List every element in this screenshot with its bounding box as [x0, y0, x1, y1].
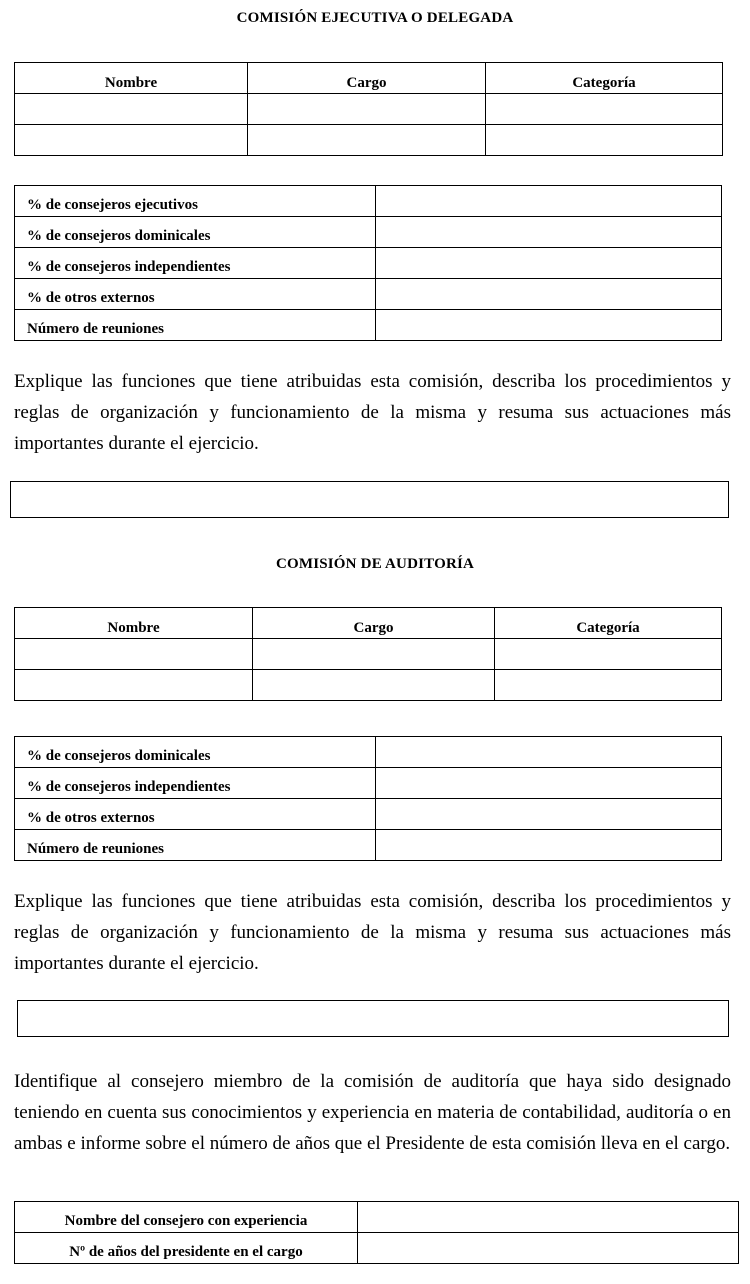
table-row [15, 248, 722, 279]
pct-independientes-value[interactable] [376, 248, 722, 279]
expert-table [14, 1201, 739, 1264]
pct-otros-externos-label: % de otros externos [15, 799, 376, 830]
nombre-cell[interactable] [15, 94, 248, 125]
expert-name-label: Nombre del consejero con experiencia [15, 1202, 358, 1233]
categoria-cell[interactable] [486, 94, 723, 125]
section2-members-table [14, 607, 722, 701]
pct-dominicales-label: % de consejeros dominicales [15, 737, 376, 768]
numero-reuniones-label: Número de reuniones [15, 310, 376, 341]
table-row [15, 125, 723, 156]
table-row [15, 94, 723, 125]
cargo-cell[interactable] [253, 670, 495, 701]
section2-answer-box[interactable] [17, 1000, 729, 1037]
pct-otros-externos-label: % de otros externos [15, 279, 376, 310]
pct-otros-externos-value[interactable] [376, 279, 722, 310]
nombre-cell[interactable] [15, 639, 253, 670]
table-row [15, 279, 722, 310]
section1-answer-box[interactable] [10, 481, 729, 518]
pct-independientes-label: % de consejeros independientes [15, 248, 376, 279]
section1-members-table [14, 62, 723, 156]
column-header-cargo: Cargo [248, 63, 486, 94]
section2-instruction: Explique las funciones que tiene atribuidas esta comisión, describa los procedimientos y reglas de organización y funcionamiento de la misma y resuma sus actuaciones más importantes durante el ejercicio. [14, 891, 731, 974]
pct-dominicales-label: % de consejeros dominicales [15, 217, 376, 248]
table-row [15, 799, 722, 830]
pct-dominicales-value[interactable] [376, 737, 722, 768]
pct-dominicales-value[interactable] [376, 217, 722, 248]
column-header-categoria: Categoría [486, 63, 723, 94]
president-years-value[interactable] [358, 1233, 739, 1264]
section1-title: COMISIÓN EJECUTIVA O DELEGADA [236, 10, 514, 26]
categoria-cell[interactable] [495, 670, 722, 701]
cargo-cell[interactable] [248, 94, 486, 125]
identify-instruction: Identifique al consejero miembro de la comisión de auditoría que haya sido designado teniendo en cuenta sus conocimientos y experiencia en materia de contabilidad, auditoría o en ambas e informe sobre el número de años que el Presidente de esta comisión lleva en el cargo. [14, 1071, 731, 1154]
section2-composition-table [14, 736, 722, 861]
table-row [15, 830, 722, 861]
numero-reuniones-value[interactable] [376, 830, 722, 861]
pct-independientes-value[interactable] [376, 768, 722, 799]
table-row [15, 768, 722, 799]
section1-instruction: Explique las funciones que tiene atribuidas esta comisión, describa los procedimientos y reglas de organización y funcionamiento de la misma y resuma sus actuaciones más importantes durante el ejercicio. [14, 371, 731, 454]
pct-otros-externos-value[interactable] [376, 799, 722, 830]
numero-reuniones-value[interactable] [376, 310, 722, 341]
column-header-nombre: Nombre [15, 608, 253, 639]
cargo-cell[interactable] [253, 639, 495, 670]
table-row [15, 639, 722, 670]
table-row [15, 1202, 739, 1233]
table-row [15, 1233, 739, 1264]
nombre-cell[interactable] [15, 670, 253, 701]
table-row [15, 670, 722, 701]
pct-independientes-label: % de consejeros independientes [15, 768, 376, 799]
table-row [15, 310, 722, 341]
section2-title: COMISIÓN DE AUDITORÍA [275, 556, 475, 572]
table-row [15, 217, 722, 248]
president-years-label: Nº de años del presidente en el cargo [15, 1233, 358, 1264]
column-header-cargo: Cargo [253, 608, 495, 639]
nombre-cell[interactable] [15, 125, 248, 156]
cargo-cell[interactable] [248, 125, 486, 156]
section1-composition-table [14, 185, 722, 341]
expert-name-value[interactable] [358, 1202, 739, 1233]
pct-ejecutivos-value[interactable] [376, 186, 722, 217]
column-header-nombre: Nombre [15, 63, 248, 94]
numero-reuniones-label: Número de reuniones [15, 830, 376, 861]
categoria-cell[interactable] [486, 125, 723, 156]
categoria-cell[interactable] [495, 639, 722, 670]
table-row [15, 737, 722, 768]
pct-ejecutivos-label: % de consejeros ejecutivos [15, 186, 376, 217]
table-row [15, 186, 722, 217]
column-header-categoria: Categoría [495, 608, 722, 639]
